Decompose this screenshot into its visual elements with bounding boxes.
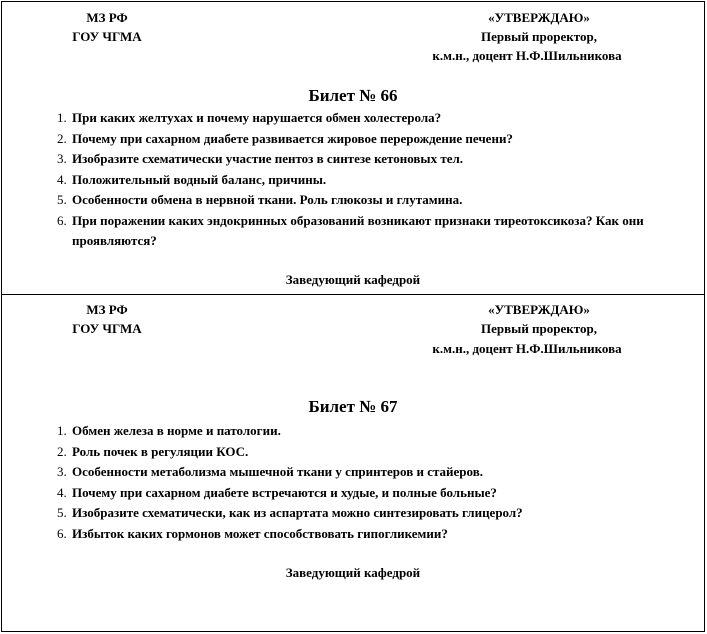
ticket-title: Билет № 67 (308, 397, 398, 416)
ticket-title: Билет № 66 (308, 86, 398, 105)
ticket-67 (1, 294, 705, 632)
question-item: 2. Роль почек в регуляции КОС. (70, 442, 696, 463)
question-item: 6. При поражении каких эндокринных образований возникают признаки тиреотоксикоза? Как они проявляются? (70, 211, 696, 252)
question-item: 4. Почему при сахарном диабете встречаются и худые, и полные больные? (70, 483, 696, 504)
approver-title: Первый проректор, (481, 321, 597, 336)
school-label: ГОУ ЧГМА (72, 29, 142, 44)
approver-name: к.м.н., доцент Н.Ф.Шильникова (432, 341, 622, 356)
question-item: 5. Особенности обмена в нервной ткани. Роль глюкозы и глутамина. (70, 190, 696, 211)
ministry-label: МЗ РФ (86, 10, 128, 25)
approve-label: «УТВЕРЖДАЮ» (488, 302, 590, 317)
approve-label: «УТВЕРЖДАЮ» (488, 10, 590, 25)
question-list (50, 421, 696, 544)
question-item: 6. Избыток каких гормонов может способствовать гипогликемии? (70, 524, 696, 545)
approver-title: Первый проректор, (481, 29, 597, 44)
question-item: 1. При каких желтухах и почему нарушается обмен холестерола? (70, 108, 696, 129)
question-item: 2. Почему при сахарном диабете развивается жировое перерождение печени? (70, 129, 696, 150)
head-of-department: Заведующий кафедрой (285, 272, 421, 287)
question-item: 1. Обмен железа в норме и патологии. (70, 421, 696, 442)
question-item: 4. Положительный водный баланс, причины. (70, 170, 696, 191)
approver-name: к.м.н., доцент Н.Ф.Шильникова (432, 48, 622, 63)
head-of-department: Заведующий кафедрой (285, 565, 421, 580)
ministry-label: МЗ РФ (86, 302, 128, 317)
question-item: 3. Особенности метаболизма мышечной ткани у спринтеров и стайеров. (70, 462, 696, 483)
question-item: 5. Изобразите схематически, как из аспартата можно синтезировать глицерол? (70, 503, 696, 524)
question-list (50, 108, 696, 252)
ticket-66 (1, 1, 705, 295)
question-item: 3. Изобразите схематически участие пентоз в синтезе кетоновых тел. (70, 149, 696, 170)
school-label: ГОУ ЧГМА (72, 321, 142, 336)
